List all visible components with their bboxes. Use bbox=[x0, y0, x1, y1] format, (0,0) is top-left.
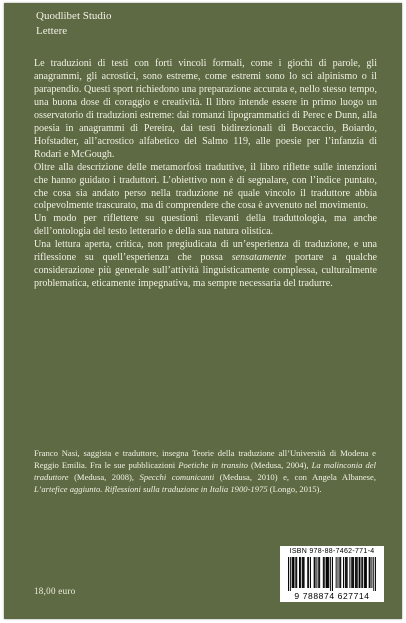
barcode-bar bbox=[290, 557, 291, 591]
barcode-bar bbox=[330, 557, 331, 591]
blurb-paragraph-4-end: portare a qualche considerazione più generale sull’attività linguisticamente complessa, culturalmente problematica, eticamente impegnativa, ma sempre necessaria del tradurre. bbox=[34, 252, 377, 290]
barcode-bar bbox=[351, 557, 352, 588]
bio-text-4: (Medusa, 2010) e, con Angela Albanese, bbox=[214, 472, 376, 482]
barcode bbox=[288, 557, 376, 591]
barcode-bar bbox=[362, 557, 363, 588]
bio-title-1: Poetiche in transito bbox=[178, 460, 248, 470]
barcode-bar bbox=[318, 557, 319, 588]
barcode-bar bbox=[356, 557, 357, 588]
barcode-bar bbox=[293, 557, 294, 588]
price: 18,00 euro bbox=[34, 586, 76, 596]
barcode-bar bbox=[373, 557, 374, 591]
barcode-bar bbox=[332, 557, 333, 591]
barcode-bar bbox=[339, 557, 340, 588]
barcode-bar bbox=[294, 557, 295, 588]
barcode-bar bbox=[304, 557, 305, 588]
bio-title-4: L’artefice aggiunto. Riflessioni sulla traduzione in Italia 1900-1975 bbox=[34, 484, 268, 494]
bio-text-1: Franco Nasi, saggista e traduttore, insegna Teorie della traduzione all’Università di Modena e Reggio Emilia. Fra le sue pubblicazioni bbox=[34, 448, 376, 470]
barcode-bar bbox=[324, 557, 325, 588]
publisher-name: Quodlibet Studio bbox=[36, 10, 112, 22]
barcode-bar bbox=[369, 557, 370, 588]
bio-text-5: (Longo, 2015). bbox=[267, 484, 322, 494]
barcode-bar bbox=[307, 557, 308, 588]
barcode-bar bbox=[316, 557, 317, 588]
author-bio-paragraph bbox=[34, 447, 376, 495]
barcode-bar bbox=[326, 557, 327, 588]
blurb-paragraph-1: Le traduzioni di testi con forti vincoli formali, come i giochi di parole, gli anagrammi, gli acrostici, sono estreme, come estremi sono lo sci alpinismo o il parapendio. Questi sport richiedono una preparazione accurata e, nello stesso tempo, una buona dose di coraggio e creatività. Il libro intende essere in primo luogo un osservatorio di traduzioni estreme: dai romanzi lipogrammatici di Perec e Dunn, alla poesia in anagrammi di Pereira, dai testi bidirezionali di Boccaccio, Boiardo, Hofstadter, all’acrostico alfabetico del Salmo 119, alle poesie per l’infanzia di Rodari e McGough. bbox=[34, 58, 377, 160]
barcode-bar bbox=[327, 557, 328, 588]
blurb-paragraph-4 bbox=[34, 239, 377, 291]
blurb-paragraph-2: Oltre alla descrizione delle metamorfosi traduttive, il libro riflette sulle intenzioni che hanno guidato i traduttori. L’obiettivo non è di segnalare, con l’indice puntato, che cosa sia andato perso nella traduzione né quale vincolo il traduttore abbia colpevolmente trascurato, ma di comprendere che cosa è avvenuto nel movimento. bbox=[34, 161, 377, 212]
series-name: Lettere bbox=[36, 25, 68, 37]
barcode-bar bbox=[355, 557, 356, 588]
barcode-bar bbox=[323, 557, 324, 588]
barcode-bar bbox=[327, 557, 328, 588]
barcode-bar bbox=[314, 557, 315, 588]
blurb-paragraph-4-start: Una lettura aperta, critica, non pregiudicata di un’esperienza di traduzione, e una riflessione su quell’esperienza che possa bbox=[34, 239, 377, 264]
author-bio bbox=[34, 447, 376, 495]
barcode-bar bbox=[375, 557, 376, 591]
cover-header bbox=[36, 9, 111, 39]
barcode-bar bbox=[364, 557, 365, 588]
barcode-bar bbox=[347, 557, 348, 588]
barcode-bar bbox=[343, 557, 344, 588]
bio-text-3: (Medusa, 2008), bbox=[68, 472, 140, 482]
barcode-bar bbox=[328, 557, 329, 588]
blurb-paragraph-4-italic: sensatamente bbox=[231, 252, 287, 264]
barcode-label bbox=[280, 546, 384, 602]
barcode-bar bbox=[349, 557, 350, 588]
isbn-text: ISBN 978-88-7462-771-4 bbox=[289, 548, 375, 555]
bio-title-3: Specchi comunicanti bbox=[139, 472, 215, 482]
bio-text-2: (Medusa, 2004), bbox=[247, 460, 312, 470]
barcode-bar bbox=[302, 557, 303, 588]
barcode-bar bbox=[336, 557, 337, 588]
barcode-bar bbox=[292, 557, 293, 588]
barcode-bar bbox=[370, 557, 371, 588]
barcode-bar bbox=[288, 557, 289, 591]
barcode-bar bbox=[346, 557, 347, 588]
barcode-bar bbox=[366, 557, 367, 588]
barcode-bar bbox=[338, 557, 339, 588]
blurb bbox=[34, 58, 377, 291]
barcode-bar bbox=[296, 557, 297, 588]
barcode-digits: 9 788874 627714 bbox=[294, 591, 370, 601]
barcode-bar bbox=[308, 557, 309, 588]
barcode-bar bbox=[303, 557, 304, 588]
barcode-bar bbox=[295, 557, 296, 588]
barcode-bar bbox=[345, 557, 346, 588]
barcode-bar bbox=[310, 557, 311, 588]
barcode-bar bbox=[352, 557, 353, 588]
barcode-bar bbox=[319, 557, 320, 588]
barcode-bar bbox=[357, 557, 358, 588]
barcode-bar bbox=[359, 557, 360, 588]
blurb-paragraph-3: Un modo per riflettere su questioni rilevanti della traduttologia, ma anche dell’ontologia del testo letterario e della sua natura olistica. bbox=[34, 213, 377, 238]
bio-title-2: La malinconia del traduttore bbox=[34, 460, 376, 482]
barcode-bar bbox=[340, 557, 341, 588]
barcode-bar bbox=[360, 557, 361, 588]
barcode-bar bbox=[300, 557, 301, 588]
barcode-bar bbox=[315, 557, 316, 588]
barcode-bar bbox=[365, 557, 366, 588]
barcode-bar bbox=[361, 557, 362, 588]
barcode-bar bbox=[353, 557, 354, 588]
barcode-bar bbox=[371, 557, 372, 588]
barcode-bar bbox=[299, 557, 300, 588]
back-cover bbox=[4, 3, 402, 619]
